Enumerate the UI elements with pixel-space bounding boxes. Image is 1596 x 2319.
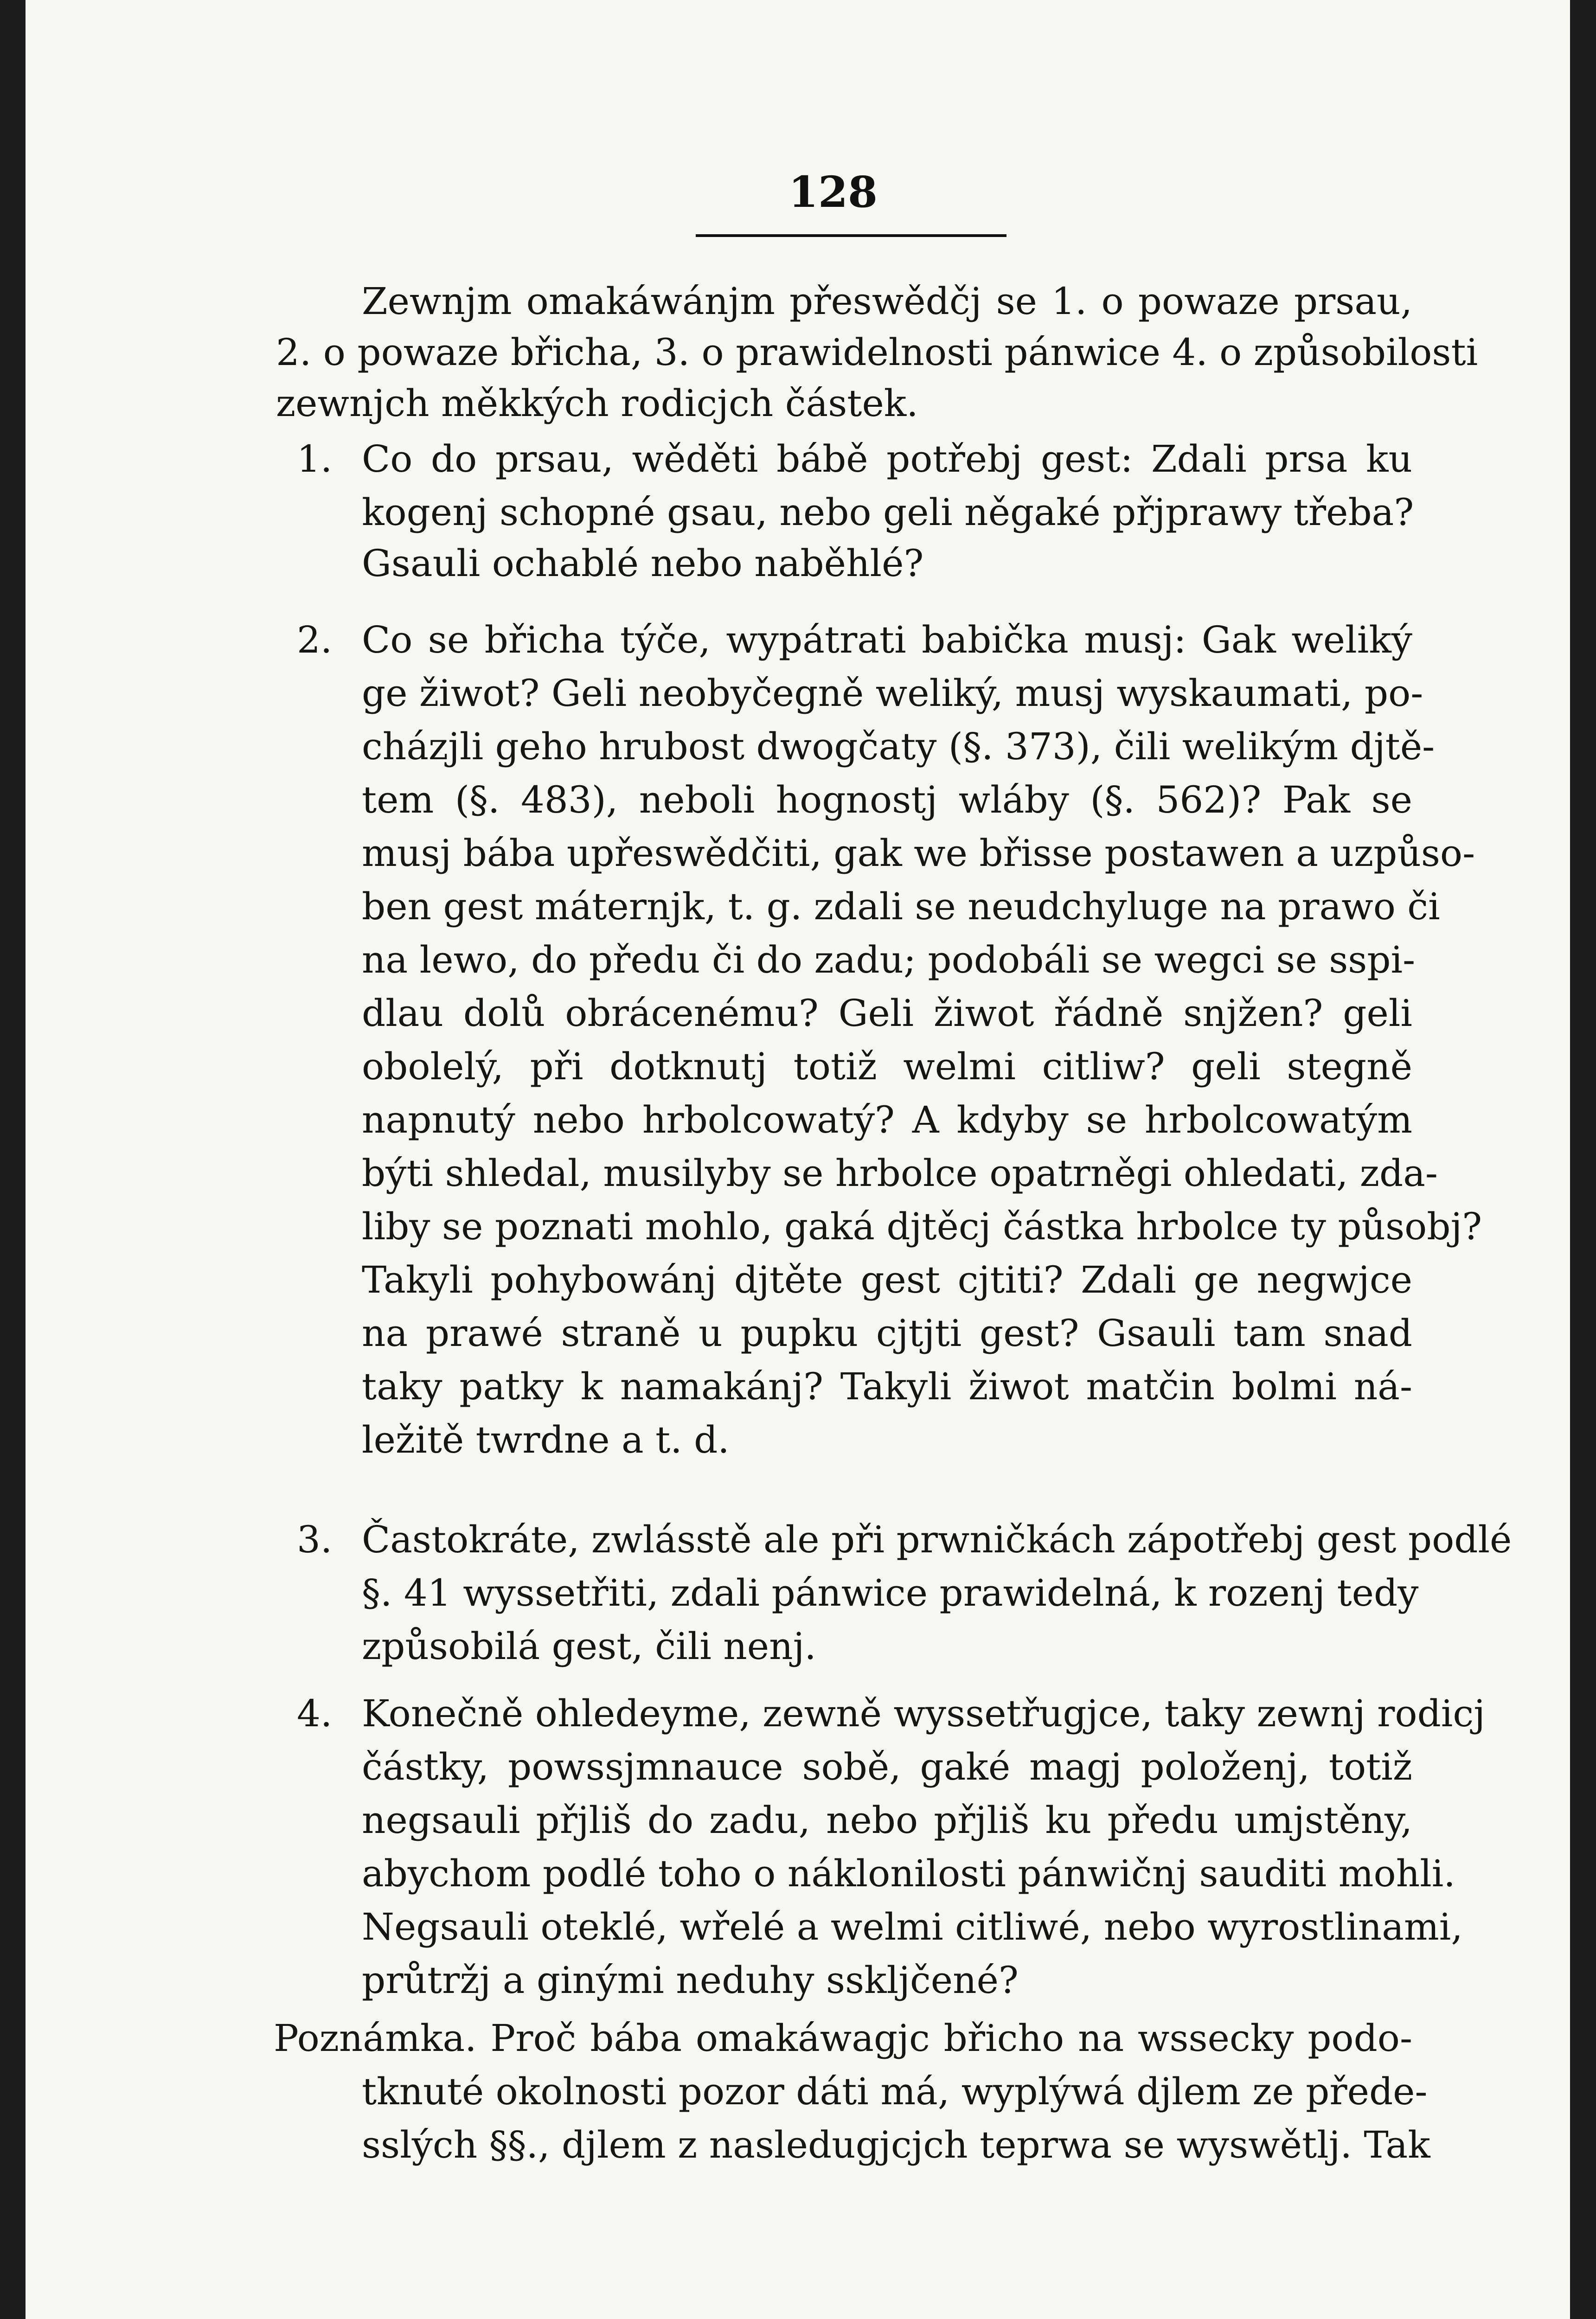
text-line: Poznámka. Proč bába omakáwagjc břicho na wssecky podo-: [274, 2017, 1412, 2060]
text-line: na lewo, do předu či do zadu; podobáli se wegci se sspi-: [362, 938, 1416, 981]
text-line: obolelý, při dotknutj totiž welmi citliw? geli stegně: [362, 1045, 1412, 1088]
text-line: tknuté okolnosti pozor dáti má, wyplýwá djlem ze přede-: [362, 2070, 1428, 2113]
text-line: na prawé straně u pupku cjtjti gest? Gsauli tam snad: [362, 1312, 1412, 1355]
text-line: zewnjch měkkých rodicjch částek.: [276, 382, 918, 425]
text-line: ge žiwot? Geli neobyčegně weliký, musj wyskaumati, po-: [362, 672, 1423, 715]
text-line: tem (§. 483), neboli hognostj wláby (§. 562)? Pak se: [362, 778, 1412, 821]
text-line: Negsauli oteklé, wřelé a welmi citliwé, nebo wyrostlinami,: [362, 1905, 1463, 1948]
text-line: způsobilá gest, čili nenj.: [362, 1625, 816, 1668]
text-line: liby se poznati mohlo, gaká djtěcj částka hrbolce ty působj?: [362, 1205, 1482, 1248]
paragraph-number: 3.: [297, 1518, 333, 1561]
text-line: Častokráte, zwlásstě ale při prwničkách zápotřebj gest podlé: [362, 1518, 1512, 1561]
text-line: dlau dolů obrácenému? Geli žiwot řádně snjžen? geli: [362, 992, 1412, 1035]
text-line: Gsauli ochablé nebo naběhlé?: [362, 542, 924, 585]
page-number: 128: [788, 167, 878, 217]
paragraph-number: 1.: [297, 437, 333, 480]
text-line: negsauli přjliš do zadu, nebo přjliš ku předu umjstěny,: [362, 1799, 1412, 1842]
text-line: cházjli geho hrubost dwogčaty (§. 373), čili welikým djtě-: [362, 725, 1435, 768]
text-line: Konečně ohledeyme, zewně wyssetřugjce, taky zewnj rodicj: [362, 1692, 1485, 1735]
header-rule: [696, 234, 1006, 237]
text-line: taky patky k namakánj? Takyli žiwot matčin bolmi ná-: [362, 1365, 1412, 1408]
text-line: ben gest máternjk, t. g. zdali se neudchyluge na prawo či: [362, 885, 1440, 928]
text-line: Zewnjm omakáwánjm přeswědčj se 1. o powaze prsau,: [362, 280, 1412, 323]
text-line: kogenj schopné gsau, nebo geli něgaké přjprawy třeba?: [362, 491, 1414, 534]
text-line: napnutý nebo hrbolcowatý? A kdyby se hrbolcowatým: [362, 1098, 1412, 1141]
text-line: 2. o powaze břicha, 3. o prawidelnosti pánwice 4. o způsobilosti: [276, 331, 1478, 374]
text-line: býti shledal, musilyby se hrbolce opatrněgi ohledati, zda-: [362, 1152, 1438, 1195]
paragraph-number: 4.: [297, 1692, 333, 1735]
text-line: Co do prsau, wěděti bábě potřebj gest: Zdali prsa ku: [362, 437, 1412, 480]
text-line: Takyli pohybowánj djtěte gest cjtiti? Zdali ge negwjce: [362, 1258, 1412, 1301]
text-line: §. 41 wyssetřiti, zdali pánwice prawidelná, k rozenj tedy: [362, 1571, 1419, 1614]
paragraph-number: 2.: [297, 618, 333, 661]
text-line: průtržj a ginými neduhy sskljčené?: [362, 1959, 1019, 2002]
text-line: abychom podlé toho o náklonilosti pánwičnj sauditi mohli.: [362, 1852, 1455, 1895]
text-line: ležitě twrdne a t. d.: [362, 1418, 730, 1461]
text-line: částky, powssjmnauce sobě, gaké magj položenj, totiž: [362, 1745, 1412, 1788]
text-line: musj bába upřeswědčiti, gak we břisse postawen a uzpůso-: [362, 832, 1475, 875]
text-line: sslých §§., djlem z nasledugjcjch teprwa se wyswětlj. Tak: [362, 2123, 1430, 2166]
text-line: Co se břicha týče, wypátrati babička musj: Gak weliký: [362, 618, 1412, 661]
